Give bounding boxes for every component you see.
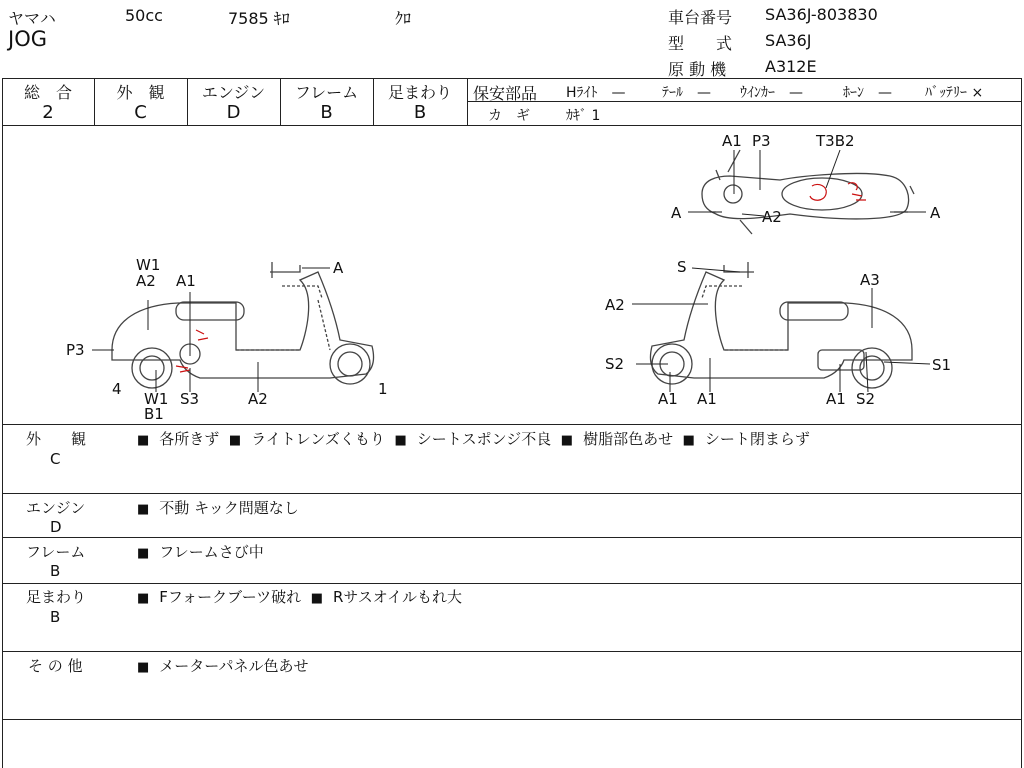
remark-frame-label: フレーム — [26, 543, 86, 561]
remark-exterior-items — [137, 428, 810, 449]
grade-overall-label: 総 合 — [23, 83, 72, 102]
remark-engine-items — [137, 497, 299, 518]
chassis-value: SA36J-803830 — [765, 5, 878, 24]
remark-item: ■ 不動 キック問題なし — [137, 499, 299, 517]
grade-exterior-value: C — [134, 102, 147, 123]
label-right-a2: A2 — [605, 296, 625, 314]
label-right-s2: S2 — [605, 355, 625, 373]
label-right-a1-b: A1 — [697, 390, 717, 408]
grade-suspension-value: B — [413, 102, 427, 123]
grade-overall-value: 2 — [42, 102, 54, 123]
displacement: 50cc — [125, 6, 163, 25]
safety-tail: ﾃｰﾙ — — [662, 85, 711, 101]
label-right-a1-a: A1 — [658, 390, 678, 408]
engine-label: 原 動 機 — [668, 60, 727, 79]
color: ｸﾛ — [395, 9, 412, 28]
maker: ヤマハ — [8, 9, 56, 28]
label-top-t3b2: T3B2 — [816, 132, 855, 150]
remark-item: ■ Rサスオイルもれ大 — [311, 588, 462, 606]
remark-engine-grade: D — [50, 518, 62, 536]
label-left-s3: S3 — [180, 390, 200, 408]
label-left-a: A — [333, 259, 344, 277]
label-left-a2: A2 — [136, 272, 156, 290]
remark-item: ■ Fフォークブーツ破れ — [137, 588, 301, 606]
label-left-1: 1 — [378, 380, 388, 398]
grade-engine-value: D — [226, 102, 241, 123]
chassis-label: 車台番号 — [668, 8, 733, 27]
label-top-a-right: A — [930, 204, 941, 222]
label-left-a1: A1 — [176, 272, 196, 290]
key-label: カ ギ — [488, 108, 530, 124]
remark-item: ■ メーターパネル色あせ — [137, 657, 309, 675]
label-top-a2: A2 — [762, 208, 782, 226]
remark-item: ■ 各所きず — [137, 430, 219, 448]
label-top-a1: A1 — [722, 132, 742, 150]
safety-label: 保安部品 — [473, 84, 538, 103]
model-name: JOG — [8, 27, 47, 51]
grade-frame-label: フレーム — [294, 83, 359, 102]
key-value: ｶｷﾞ 1 — [566, 108, 601, 124]
grade-exterior-label: 外 観 — [116, 83, 165, 102]
label-top-p3: P3 — [752, 132, 771, 150]
grade-suspension-label: 足まわり — [387, 83, 452, 102]
label-left-p3: P3 — [66, 341, 85, 359]
label-left-4: 4 — [112, 380, 122, 398]
remark-other-items — [137, 655, 309, 676]
remark-item: ■ 樹脂部色あせ — [561, 430, 673, 448]
remark-exterior-label: 外 観 — [26, 430, 87, 448]
type-label: 型 式 — [668, 34, 733, 53]
safety-headlight: Hﾗｲﾄ — — [566, 85, 626, 101]
remark-item: ■ ライトレンズくもり — [229, 430, 385, 448]
remark-frame-items — [137, 541, 264, 562]
remark-exterior-grade: C — [50, 450, 61, 468]
remark-suspension-label: 足まわり — [26, 588, 87, 606]
type-value: SA36J — [765, 31, 812, 50]
grade-frame-value: B — [320, 102, 333, 123]
label-right-s2-bottom: S2 — [856, 390, 876, 408]
remark-item: ■ シート閉まらず — [683, 430, 810, 448]
label-right-s: S — [677, 258, 687, 276]
remark-frame-grade: B — [50, 562, 61, 580]
grade-engine-label: エンジン — [201, 83, 266, 102]
label-left-w1: W1 — [136, 256, 161, 274]
remark-item: ■ フレームさび中 — [137, 543, 264, 561]
mileage: 7585 ｷﾛ — [228, 9, 290, 28]
safety-winker: ｳｲﾝｶｰ — — [740, 85, 803, 101]
label-right-a3: A3 — [860, 271, 880, 289]
safety-battery: ﾊﾞｯﾃﾘｰ × — [925, 85, 984, 101]
label-right-a1-c: A1 — [826, 390, 846, 408]
label-left-b1: B1 — [144, 405, 164, 423]
remark-engine-label: エンジン — [26, 499, 86, 517]
label-left-w1-bottom: W1 — [144, 390, 169, 408]
label-left-a2-bottom: A2 — [248, 390, 268, 408]
engine-value: A312E — [765, 57, 817, 76]
safety-horn: ﾎｰﾝ — — [843, 85, 892, 101]
leader-lines — [92, 150, 930, 392]
label-top-a-left: A — [671, 204, 682, 222]
remark-item: ■ シートスポンジ不良 — [394, 430, 551, 448]
label-right-s1: S1 — [932, 356, 952, 374]
remark-suspension-grade: B — [50, 608, 61, 626]
remark-suspension-items — [137, 586, 462, 607]
remark-other-label: そ の 他 — [28, 657, 83, 675]
